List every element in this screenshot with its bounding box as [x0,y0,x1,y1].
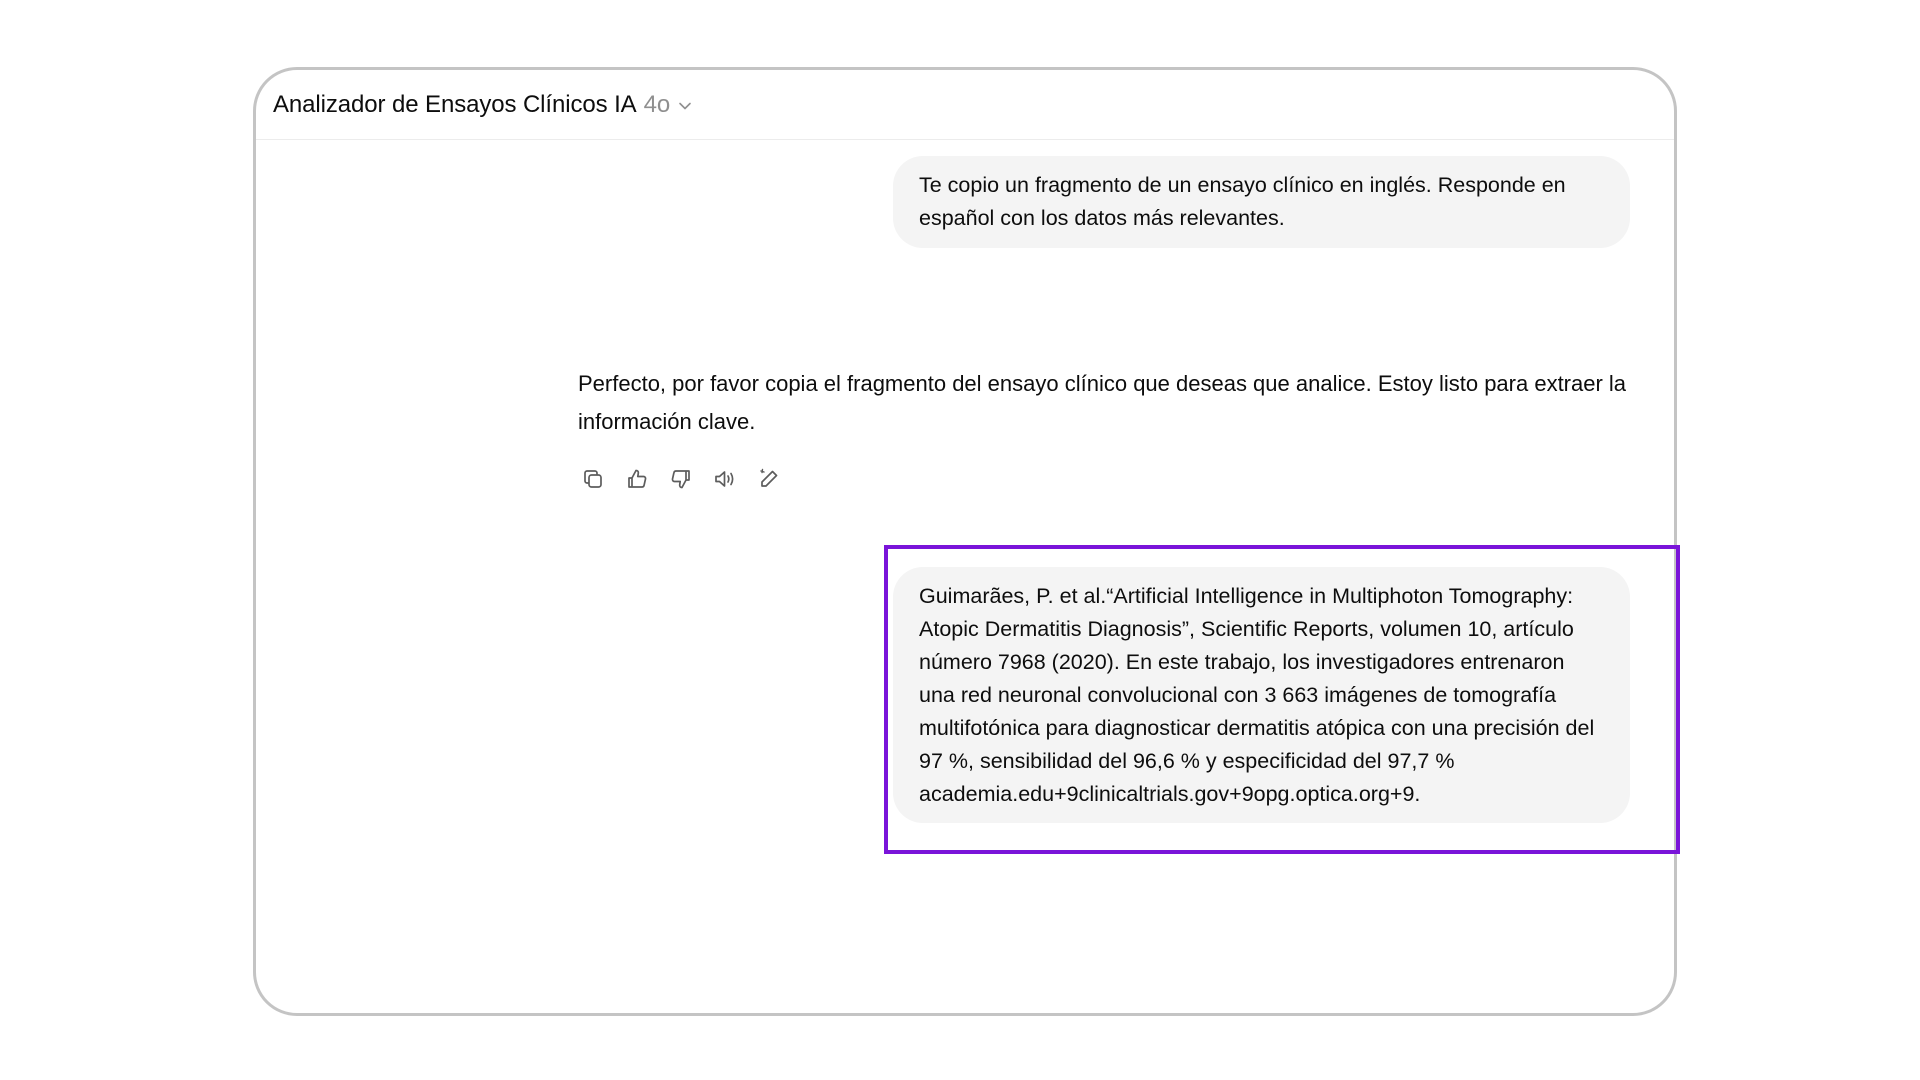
thumbs-down-icon [669,467,693,491]
message-actions [578,464,784,494]
edit-button[interactable] [754,464,784,494]
bad-response-button[interactable] [666,464,696,494]
chat-window [253,67,1677,1016]
gpt-title[interactable]: Analizador de Ensayos Clínicos IA [273,90,637,118]
thumbs-up-icon [625,467,649,491]
chat-header [256,70,1674,140]
model-selector[interactable]: 4o [643,90,671,118]
copy-button[interactable] [578,464,608,494]
chevron-down-icon[interactable] [678,99,692,113]
good-response-button[interactable] [622,464,652,494]
edit-icon [757,467,781,491]
assistant-message: Perfecto, por favor copia el fragmento del ensayo clínico que deseas que analice. Estoy listo para extraer la información clave. [578,371,1627,434]
read-aloud-icon [713,467,737,491]
user-message: Te copio un fragmento de un ensayo clínico en inglés. Responde en español con los datos más relevantes. [893,156,1630,248]
read-aloud-button[interactable] [710,464,740,494]
copy-icon [581,467,605,491]
user-message: Guimarães, P. et al.“Artificial Intelligence in Multiphoton Tomography: Atopic Dermatitis Diagnosis”, Scientific Reports, volumen 10, artículo número 7968 (2020). En este trabajo, los investigadores entrenaron una red neuronal convolucional con 3 663 imágenes de tomografía multifotónica para diagnosticar dermatitis atópica con una precisión del 97 %, sensibilidad del 96,6 % y especificidad del 97,7 % academia.edu+9clinicaltrials.gov+9opg.optica.org+9. [893,567,1630,823]
